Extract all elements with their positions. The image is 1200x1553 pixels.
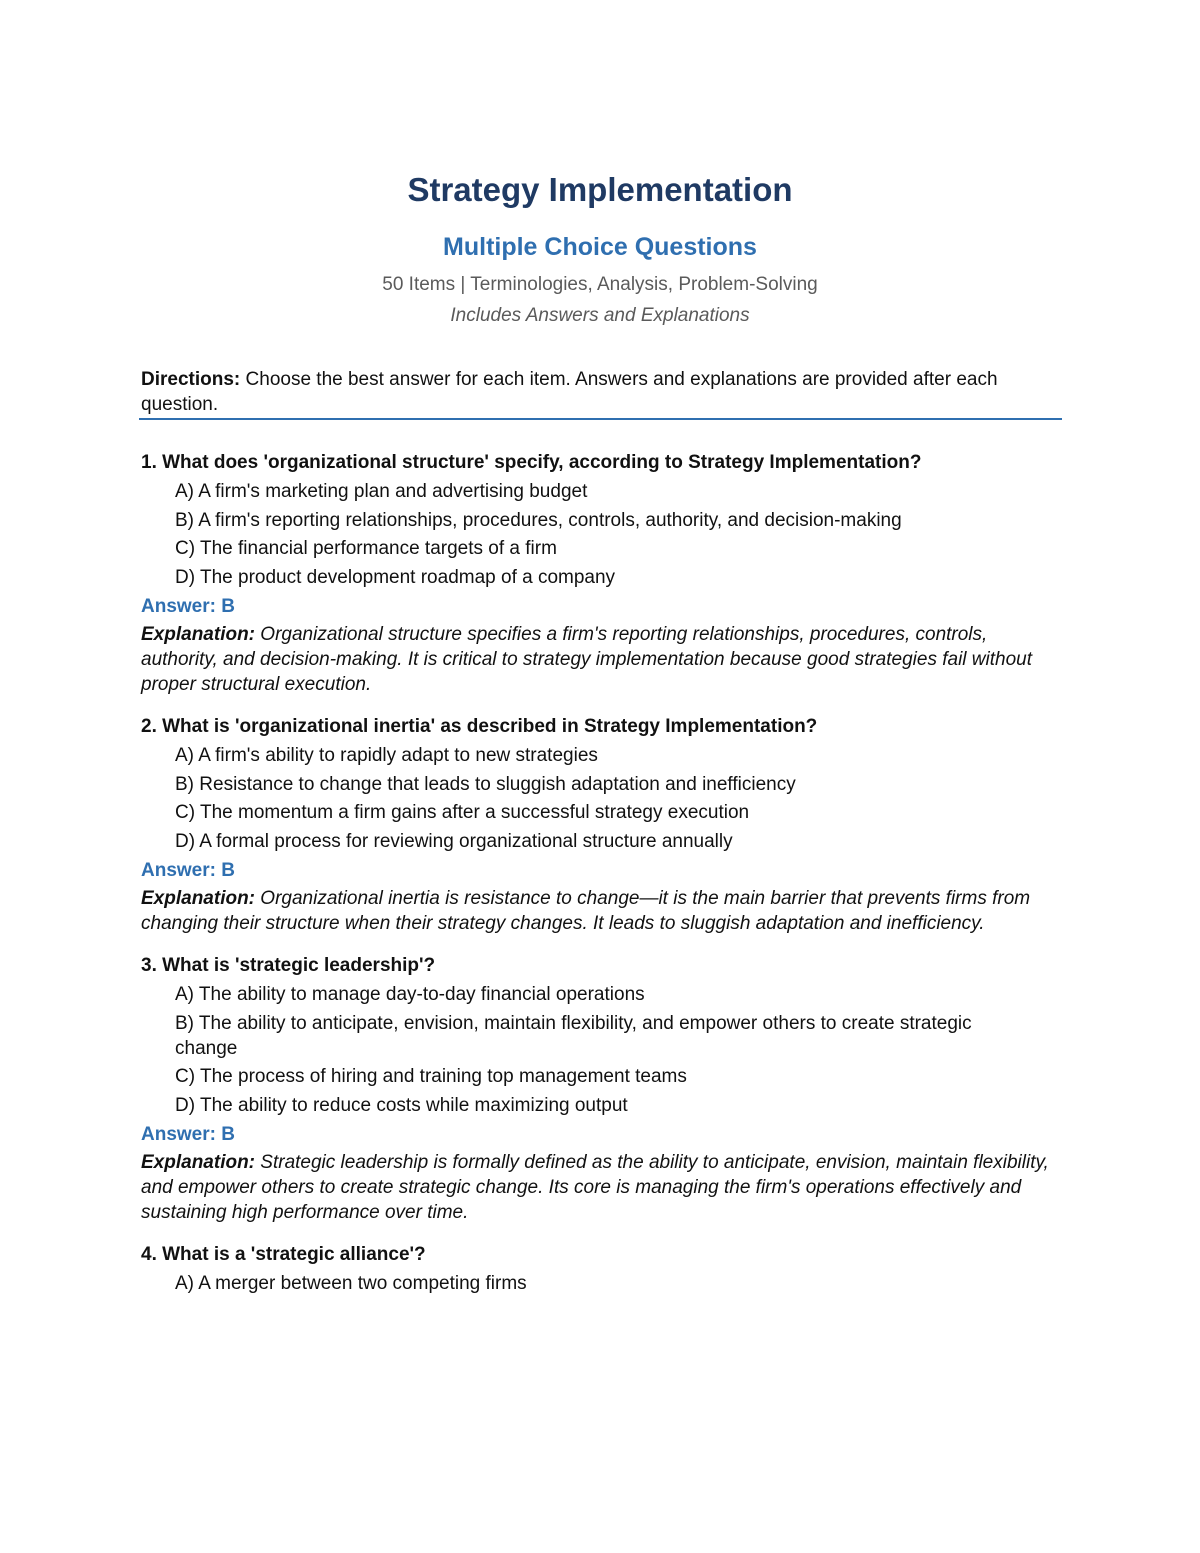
question-list <box>141 449 1061 1300</box>
question-text: 4. What is a 'strategic alliance'? <box>141 1244 426 1265</box>
options-list <box>141 479 1061 590</box>
question-text: 3. What is 'strategic leadership'? <box>141 955 436 976</box>
options-list <box>141 743 1061 854</box>
explanation-label: Explanation: <box>141 1152 256 1173</box>
question-1 <box>141 449 1061 697</box>
question-3 <box>141 952 1061 1225</box>
question-4 <box>141 1241 1061 1296</box>
options-list <box>141 982 1061 1118</box>
explanation-label: Explanation: <box>141 888 256 909</box>
explanation <box>141 1150 1061 1225</box>
page-subtitle: Multiple Choice Questions <box>443 233 757 261</box>
option-a: A) A firm's marketing plan and advertising budget <box>175 481 588 502</box>
answer-label: Answer: B <box>141 1124 235 1145</box>
option-d: D) A formal process for reviewing organizational structure annually <box>175 830 733 852</box>
explanation <box>141 622 1061 697</box>
explanation-text: Organizational inertia is resistance to change—it is the main barrier that prevents firms from changing their structure when their strategy changes. It leads to sluggish adaptation and inefficiency. <box>141 888 1031 934</box>
option-a: A) The ability to manage day-to-day financial operations <box>175 984 645 1005</box>
explanation <box>141 886 1061 936</box>
options-list <box>141 1271 1061 1296</box>
items-meta: 50 Items | Terminologies, Analysis, Problem-Solving <box>382 274 818 295</box>
option-d: D) The product development roadmap of a company <box>175 566 616 588</box>
option-b: B) A firm's reporting relationships, procedures, controls, authority, and decision-making <box>175 509 902 531</box>
explanation-text: Strategic leadership is formally defined as the ability to anticipate, envision, maintain flexibility, and empower others to create strategic change. Its core is managing the firm's operations effectively and sustaining high performance over time. <box>141 1152 1049 1223</box>
directions-label: Directions: <box>141 369 241 390</box>
explanation-text: Organizational structure specifies a firm's reporting relationships, procedures, controls, authority, and decision-making. It is critical to strategy implementation because good strategies fail without proper structural execution. <box>141 624 1032 695</box>
option-a: A) A firm's ability to rapidly adapt to new strategies <box>175 745 598 766</box>
option-c: C) The financial performance targets of a firm <box>175 538 557 559</box>
section-divider <box>139 418 1062 420</box>
page-title: Strategy Implementation <box>407 171 793 208</box>
option-d: D) The ability to reduce costs while maximizing output <box>175 1094 628 1116</box>
question-text: 2. What is 'organizational inertia' as described in Strategy Implementation? <box>141 716 818 737</box>
option-c: C) The process of hiring and training top management teams <box>175 1066 687 1087</box>
directions <box>141 367 1061 417</box>
question-text: 1. What does 'organizational structure' specify, according to Strategy Implementation? <box>141 452 922 473</box>
answer-label: Answer: B <box>141 596 235 617</box>
answer-label: Answer: B <box>141 860 235 881</box>
question-2 <box>141 713 1061 936</box>
option-b: B) The ability to anticipate, envision, maintain flexibility, and empower others to create strategic change <box>175 1012 972 1059</box>
option-a: A) A merger between two competing firms <box>175 1273 527 1294</box>
explanation-label: Explanation: <box>141 624 256 645</box>
answers-note: Includes Answers and Explanations <box>450 305 750 326</box>
option-b: B) Resistance to change that leads to sluggish adaptation and inefficiency <box>175 773 796 795</box>
option-c: C) The momentum a firm gains after a successful strategy execution <box>175 802 750 823</box>
directions-text: Choose the best answer for each item. Answers and explanations are provided after each question. <box>141 369 998 415</box>
